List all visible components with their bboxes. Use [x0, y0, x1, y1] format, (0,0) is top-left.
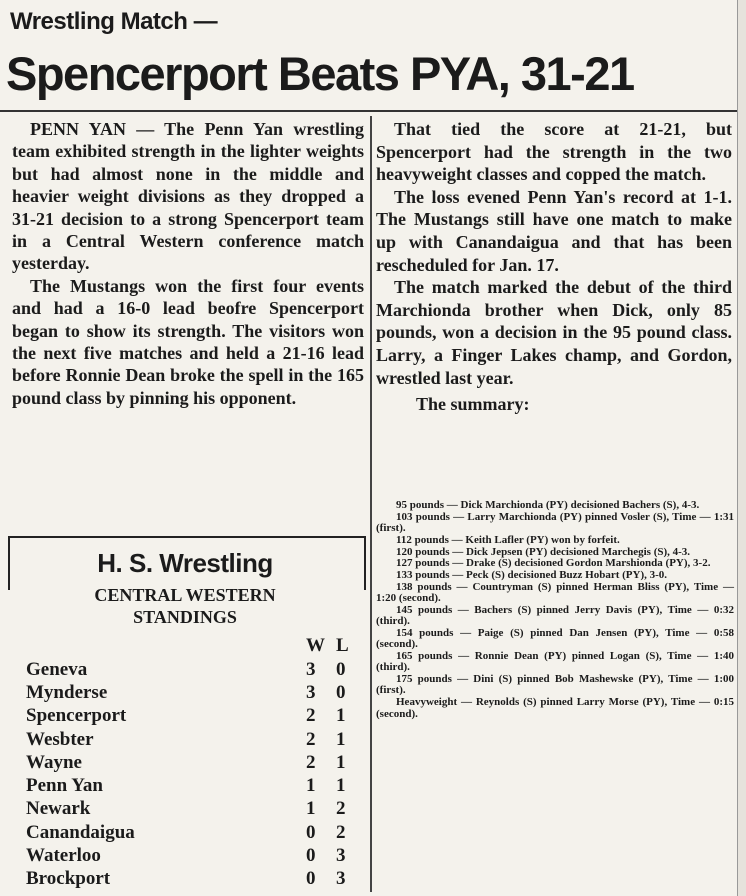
team-name: Penn Yan	[26, 775, 103, 797]
summary-line: 127 pounds — Drake (S) decisioned Gordon Marshionda (PY), 3-2.	[396, 557, 711, 570]
summary-line: 103 pounds — Larry Marchionda (PY) pinned Vosler (S), Time — 1:31 (first).	[376, 510, 734, 535]
standings-row	[26, 658, 366, 681]
standings-subtitle	[20, 584, 350, 628]
headline-rule	[0, 110, 738, 112]
standings-row	[26, 751, 366, 774]
losses: 3	[336, 845, 346, 867]
summary-line: 120 pounds — Dick Jepsen (PY) decisioned Marchegis (S), 4-3.	[396, 545, 691, 558]
losses: 1	[336, 775, 346, 797]
article-column-1	[12, 118, 364, 409]
team-name: Newark	[26, 798, 91, 820]
losses: 1	[336, 728, 346, 750]
wins: 3	[306, 681, 316, 703]
summary-heading: The summary:	[416, 394, 530, 415]
summary-line: 95 pounds — Dick Marchionda (PY) decisioned Bachers (S), 4-3.	[396, 499, 700, 511]
wins: 0	[306, 845, 316, 867]
losses: 2	[336, 821, 346, 843]
standings-row	[26, 798, 366, 821]
team-name: Geneva	[26, 658, 88, 680]
summary-line: 138 pounds — Countryman (S) pinned Herman Bliss (PY), Time — 1:20 (second).	[376, 580, 734, 605]
summary-line: 145 pounds — Bachers (S) pinned Jerry Davis (PY), Time — 0:32 (third).	[376, 603, 734, 628]
standings-subtitle-line: CENTRAL WESTERN	[94, 585, 276, 605]
standings-row	[26, 774, 366, 797]
wins: 2	[306, 751, 316, 773]
team-name: Spencerport	[26, 705, 127, 727]
wins: 2	[306, 705, 316, 727]
wins: 1	[306, 798, 316, 820]
team-name: Waterloo	[26, 845, 101, 867]
wins: 3	[306, 658, 316, 680]
paragraph: That tied the score at 21-21, but Spencerport had the strength in the two heavyweight classes and copped the match.	[376, 119, 732, 185]
standings-title: H. S. Wrestling	[97, 548, 273, 578]
standings-table	[26, 634, 366, 891]
kicker: Wrestling Match —	[10, 8, 218, 35]
losses: 1	[336, 705, 346, 727]
match-summary	[376, 500, 734, 720]
losses-header: L	[336, 635, 349, 656]
wins-header: W	[306, 635, 325, 656]
standings-row	[26, 681, 366, 704]
losses: 3	[336, 868, 346, 890]
wins: 0	[306, 821, 316, 843]
standings-header-row	[26, 634, 366, 658]
summary-line: Heavyweight — Reynolds (S) pinned Larry Morse (PY), Time — 0:15 (second).	[376, 696, 734, 720]
paragraph: The match marked the debut of the third Marchionda brother when Dick, only 85 pounds, won a decision in the 95 pound class. Larry, a Finger Lakes champ, and Gordon, wrestled last year.	[376, 277, 732, 388]
losses: 2	[336, 798, 346, 820]
standings-subtitle-line: STANDINGS	[133, 607, 237, 627]
wins: 1	[306, 775, 316, 797]
column-divider	[370, 116, 372, 892]
paragraph: PENN YAN — The Penn Yan wrestling team exhibited strength in the lighter weights but had almost none in the middle and heavier weight divisions as they dropped a 31-21 decision to a strong Spencerport team in a Central Western conference match yesterday.	[12, 119, 364, 274]
team-name: Canandaigua	[26, 821, 135, 843]
paragraph: The Mustangs won the first four events and had a 16-0 lead beofre Spencerport began to show its strength. The visitors won the next five matches and held a 21-16 lead before Ronnie Dean broke the spell in the 165 pound class by pinning his opponent.	[12, 275, 364, 408]
summary-line: 154 pounds — Paige (S) pinned Dan Jensen (PY), Time — 0:58 (second).	[376, 626, 734, 651]
standings-row	[26, 728, 366, 751]
team-name: Wesbter	[26, 728, 94, 750]
losses: 0	[336, 681, 346, 703]
paragraph: The loss evened Penn Yan's record at 1-1. The Mustangs still have one match to make up with Canandaigua and that has been rescheduled for Jan. 17.	[376, 186, 732, 275]
team-name: Wayne	[26, 751, 82, 773]
standings-row	[26, 868, 366, 891]
standings-row	[26, 821, 366, 844]
headline: Spencerport Beats PYA, 31-21	[6, 47, 634, 100]
standings-row	[26, 705, 366, 728]
summary-line: 165 pounds — Ronnie Dean (PY) pinned Logan (S), Time — 1:40 (third).	[376, 649, 734, 674]
summary-line: 133 pounds — Peck (S) decisioned Buzz Hobart (PY), 3-0.	[396, 568, 668, 581]
losses: 1	[336, 751, 346, 773]
standings-row	[26, 844, 366, 867]
page-edge	[737, 0, 746, 896]
team-name: Mynderse	[26, 681, 108, 703]
wins: 2	[306, 728, 316, 750]
team-name: Brockport	[26, 868, 111, 890]
losses: 0	[336, 658, 346, 680]
wins: 0	[306, 868, 316, 890]
summary-line: 112 pounds — Keith Lafler (PY) won by forfeit.	[396, 533, 620, 546]
summary-line: 175 pounds — Dini (S) pinned Bob Mashewske (PY), Time — 1:00 (first).	[376, 673, 734, 697]
article-column-2	[376, 118, 732, 416]
